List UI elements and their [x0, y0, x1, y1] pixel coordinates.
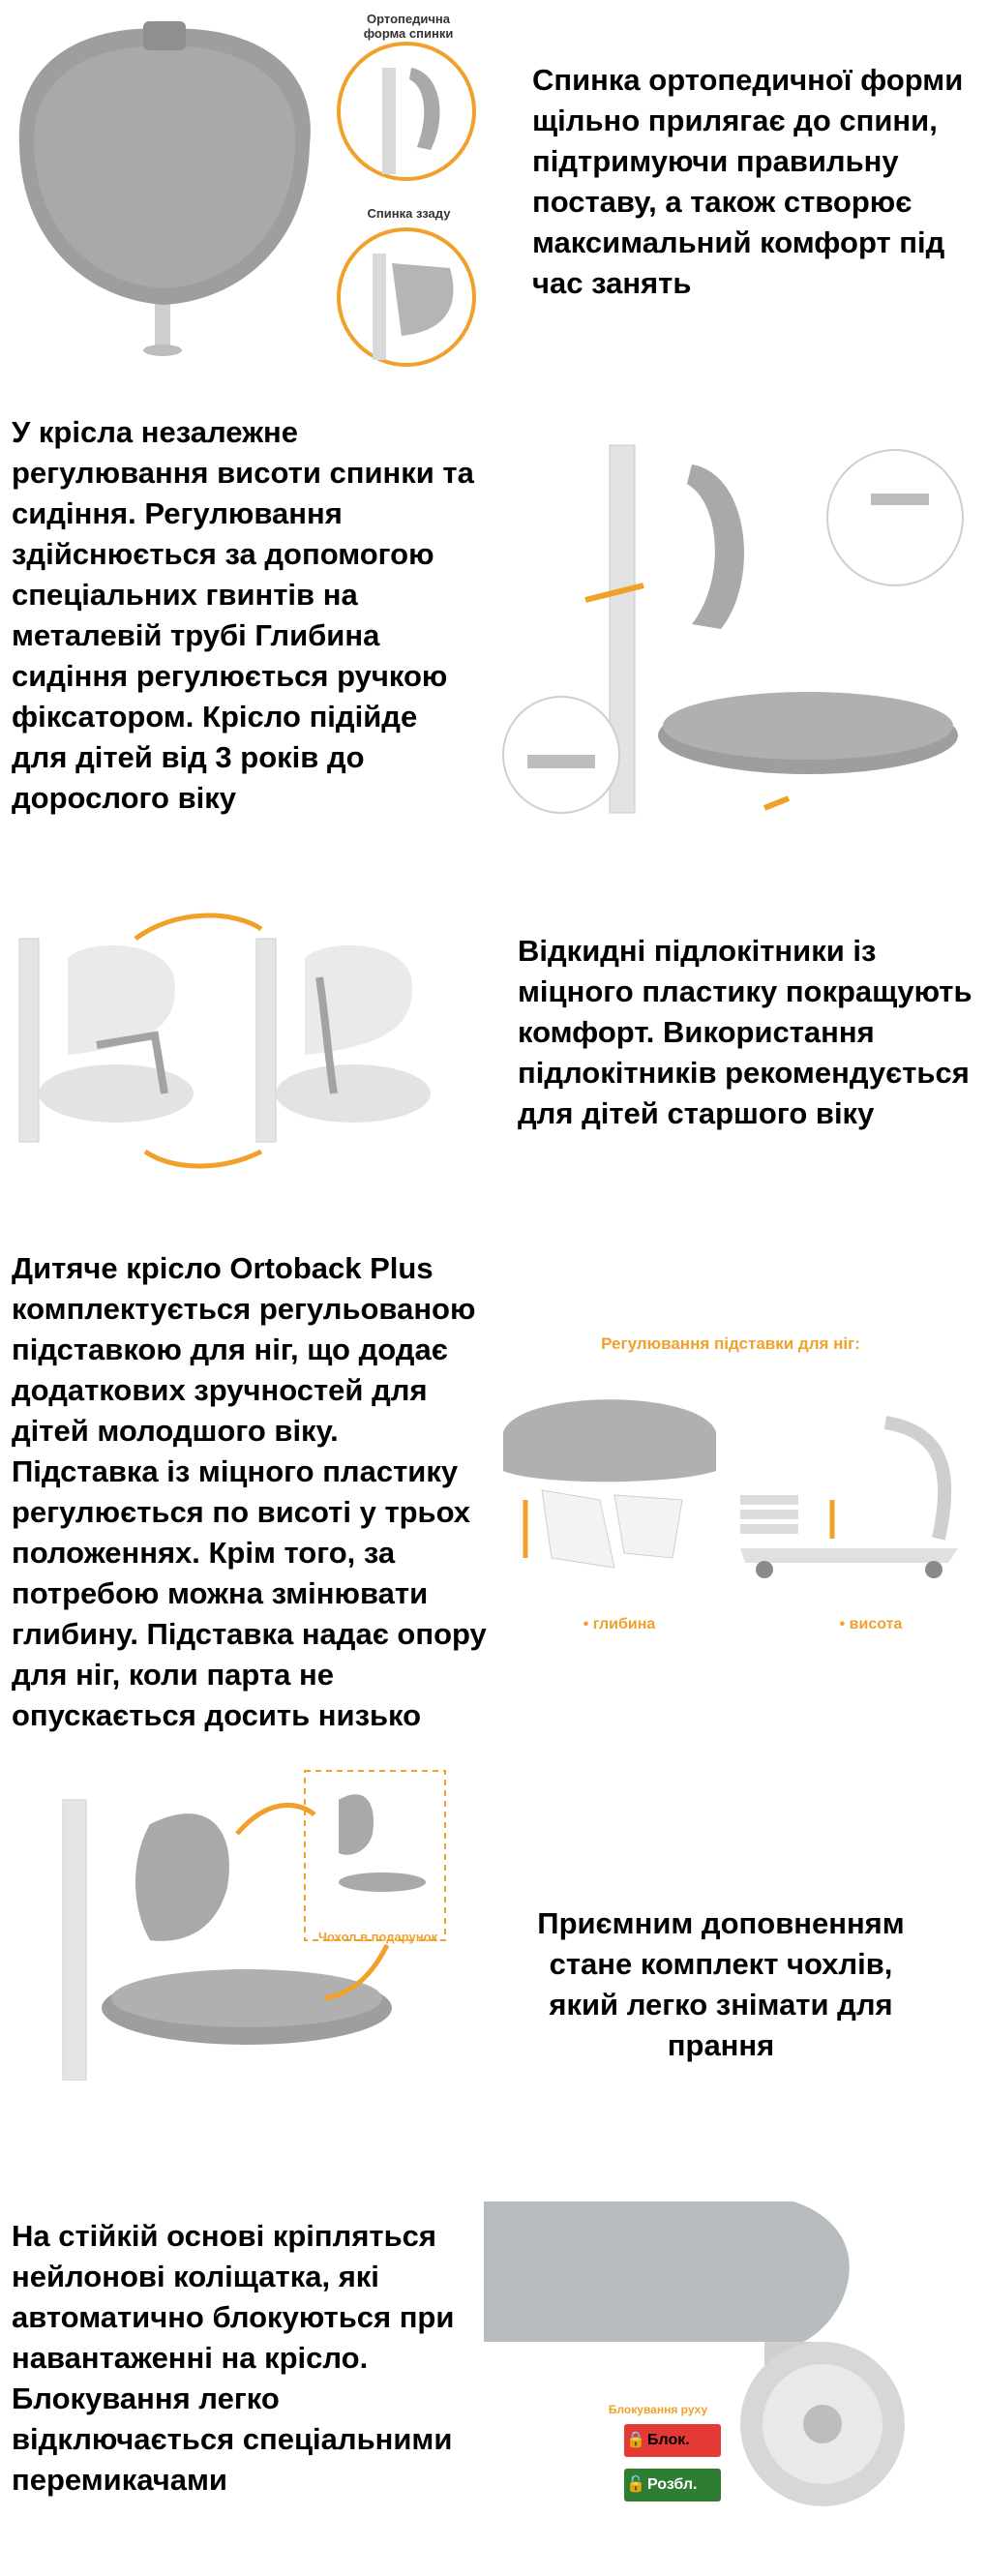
armrests-description: Відкидні підлокітники із міцного пластику покращують комфорт. Використання підлокітників рекомендується для дітей старшого віку [518, 934, 972, 1130]
lock-label: Блок. [647, 2432, 690, 2448]
covers-description: Приємним доповненням стане комплект чохлів, який легко знімати для прання [537, 1906, 905, 2062]
back-view-circle [334, 225, 479, 370]
wheels-caption-title: Блокування руху [608, 2403, 708, 2416]
footrest-caption-title: Регулювання підставки для ніг: [601, 1334, 860, 1353]
lock-icon: 🔒 [626, 2432, 645, 2448]
backrest-description: Спинка ортопедичної форми щільно прилягає до спини, підтримуючи правильну поставу, а також створює максимальний комфорт під час занять [532, 63, 964, 300]
unlock-label: Розбл. [647, 2476, 698, 2493]
section-covers [0, 1742, 987, 2168]
wheels-description: На стійкій основі кріпляться нейлонові коліщатка, які автоматично блокуються при навантаженні на крісло. Блокування легко відключається спеціальними перемикачами [12, 2219, 455, 2497]
wheels-image [474, 2172, 987, 2569]
footrest-caption-height: • висота [839, 1616, 903, 1632]
covers-image [5, 1761, 479, 2081]
caption-back: Спинка ззаду [367, 206, 451, 221]
section-wheels [0, 2168, 987, 2576]
unlock-badge [624, 2469, 721, 2501]
footrest-caption-depth: • глибина [583, 1616, 656, 1632]
adjustment-image [498, 435, 982, 823]
caption-orthopedic: Ортопедична форма спинки [363, 12, 454, 41]
unlock-icon: 🔓 [626, 2476, 645, 2493]
section-armrests [0, 842, 987, 1200]
footrest-description: Дитяче крісло Ortoback Plus комплектується регульованою підставкою для ніг, що додає додаткових зручностей для дітей молодшого віку. Підставка із міцного пластику регулюється по висоті у трьох положеннях. Крім того, за потребою можна змінювати глибину. Підставка надає опору для ніг, коли парта не опускається досить низько [12, 1251, 487, 1732]
orthopedic-back-circle [334, 39, 479, 184]
covers-caption-gift: Чохол в подарунок [317, 1930, 438, 1944]
adjustment-description: У крісла незалежне регулювання висоти спинки та сидіння. Регулювання здійснюється за допомогою спеціальних гвинтів на металевій трубі Глибина сидіння регулюється ручкою фіксатором. Крісло підійде для дітей від 3 років до дорослого віку [12, 415, 474, 815]
armrests-image [0, 871, 484, 1200]
footrest-image [498, 1393, 972, 1587]
backrest-image [0, 0, 339, 368]
section-adjustment [0, 377, 987, 842]
lock-badge [624, 2424, 721, 2457]
section-footrest [0, 1200, 987, 1742]
section-backrest [0, 0, 987, 377]
